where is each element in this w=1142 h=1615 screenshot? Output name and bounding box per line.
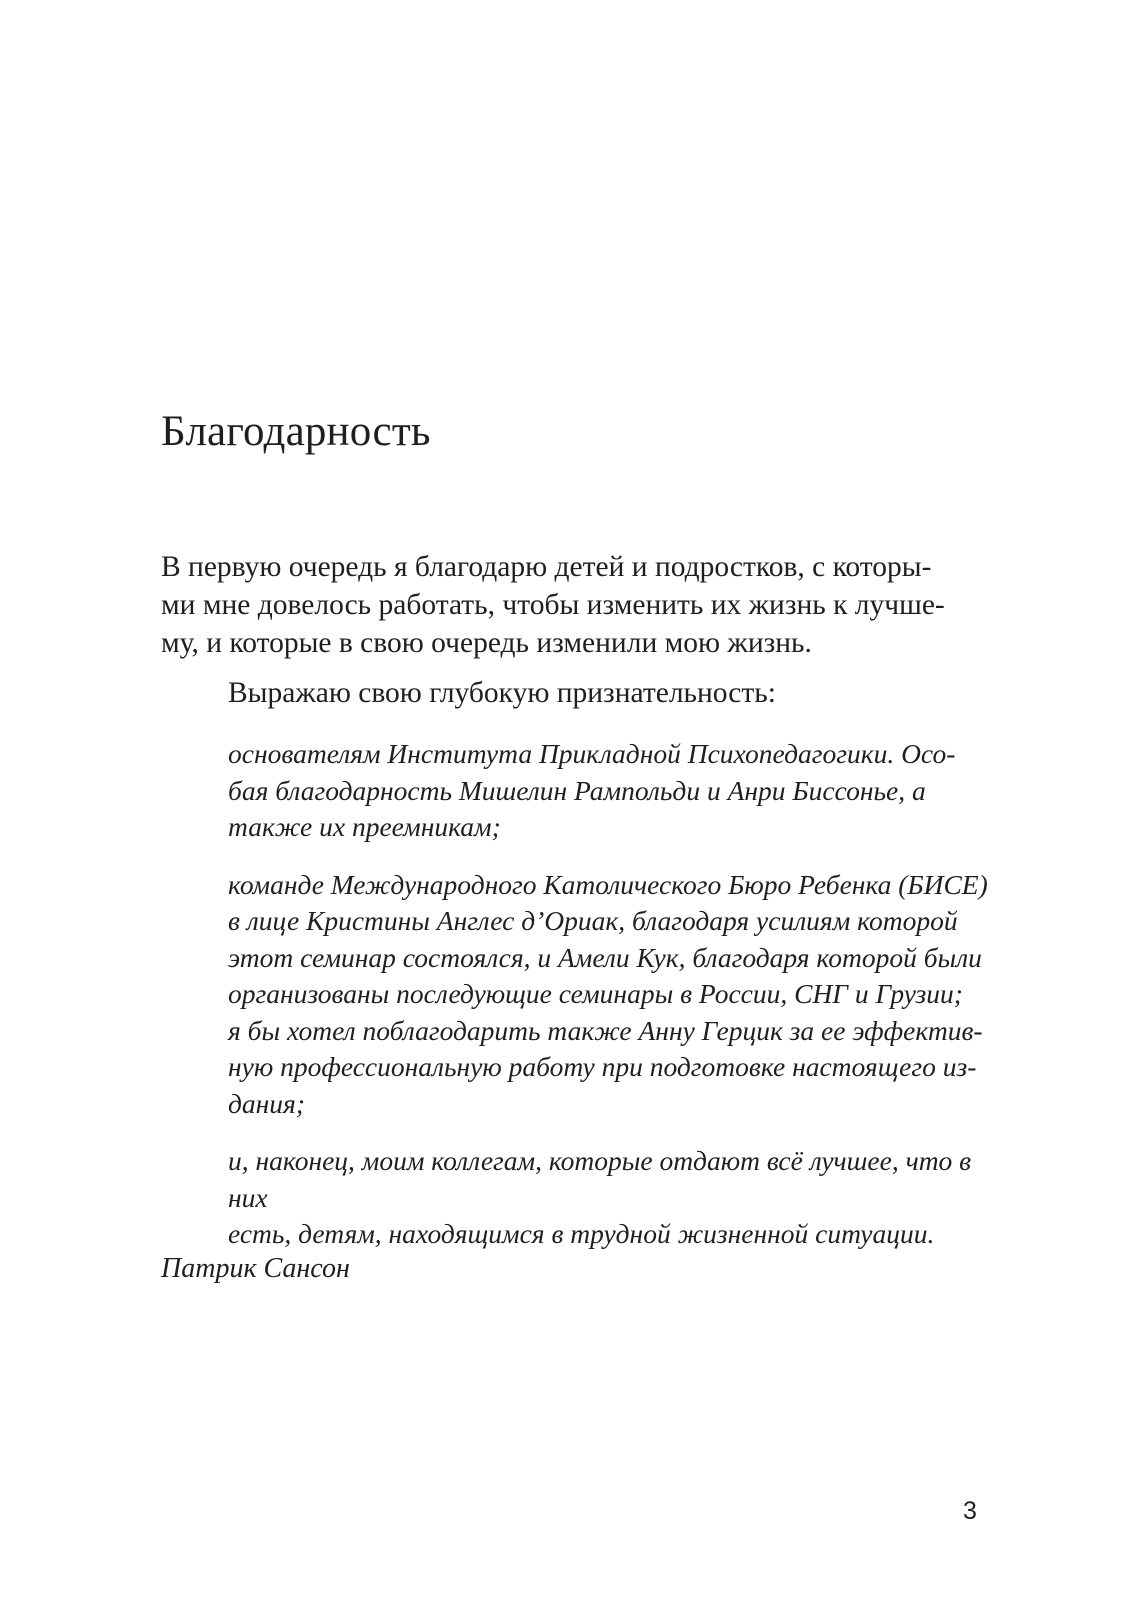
acknowledgement-list [228,736,988,1253]
intro-line: В первую очередь я благодарю детей и подростков, с которы- [161,551,932,583]
ack-line: ную профессиональную работу при подготовке настоящего из- [228,1051,977,1082]
ack-line: я бы хотел поблагодарить также Анну Герцик за ее эффектив- [228,1014,983,1046]
ack-line: этот семинар состоялся, и Амели Кук, благодаря которой были [228,941,982,973]
ack-line: дания; [228,1087,305,1119]
intro-line: му, и которые в свою очередь изменили мою жизнь. [161,627,812,659]
gratitude-lead: Выражаю свою глубокую признательность: [228,677,776,709]
ack-line: также их преемникам; [228,811,501,842]
ack-line: организованы последующие семинары в России, СНГ и Грузии; [228,978,963,1009]
ack-line: команде Международного Католического Бюро Ребенка (БИСЕ) [228,868,988,900]
page-title: Благодарность [161,408,431,455]
ack-line: основателям Института Прикладной Психопедагогики. Осо- [228,738,956,769]
acknowledgement-bice-team [228,867,988,1123]
ack-line: есть, детям, находящимся в трудной жизненной ситуации. [228,1218,935,1249]
ack-line: бая благодарность Мишелин Рампольди и Анри Биссонье, а [228,774,926,806]
acknowledgement-colleagues [228,1143,988,1253]
acknowledgement-founders [228,736,988,846]
ack-line: и, наконец, моим коллегам, которые отдают всё лучшее, что в них [228,1145,972,1213]
ack-line: в лице Кристины Англес д’Ориак, благодаря усилиям которой [228,905,958,936]
intro-line: ми мне довелось работать, чтобы изменить их жизнь к лучше- [161,589,945,621]
intro-paragraph [161,548,981,662]
page-number: 3 [963,1497,977,1525]
author-signature: Патрик Сансон [161,1253,350,1284]
